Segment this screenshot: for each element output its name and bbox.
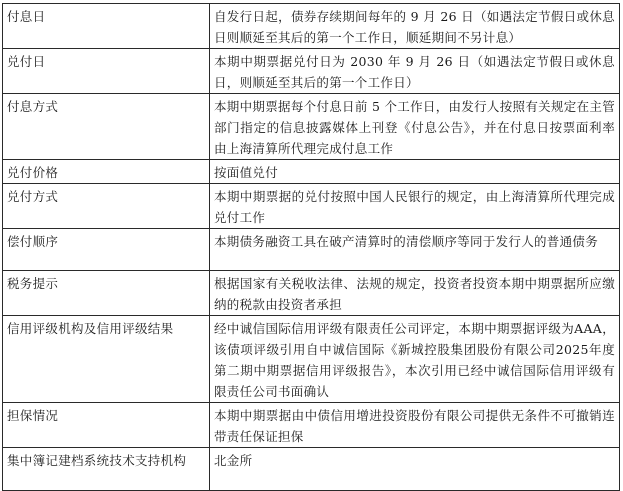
row-value: 本期中期票据的兑付按照中国人民银行的规定，由上海清算所代理完成兑付工作 bbox=[210, 184, 620, 229]
row-value: 根据国家有关税收法律、法规的规定，投资者投资本期中期票据所应缴纳的税款由投资者承担 bbox=[210, 271, 620, 316]
table-row bbox=[3, 403, 620, 448]
row-value: 自发行日起，债券存续期间每年的 9 月 26 日（如遇法定节假日或休息日则顺延至其后的第一个工作日，顺延期间不另计息） bbox=[210, 4, 620, 49]
row-label: 信用评级机构及信用评级结果 bbox=[3, 316, 210, 403]
table-row bbox=[3, 4, 620, 49]
row-value: 北金所 bbox=[210, 448, 620, 491]
row-value: 经中诚信国际信用评级有限责任公司评定，本期中期票据评级为AAA，该债项评级引用自中诚信国际《新城控股集团股份有限公司2025年度第二期中期票据信用评级报告》，本次引用已经中诚信国际信用评级有限责任公司书面确认 bbox=[210, 316, 620, 403]
table-row bbox=[3, 160, 620, 184]
row-label: 兑付价格 bbox=[3, 160, 210, 184]
table-row bbox=[3, 316, 620, 403]
row-label: 付息方式 bbox=[3, 94, 210, 160]
row-value: 本期中期票据兑付日为 2030 年 9 月 26 日（如遇法定节假日或休息日，则顺延至其后的第一个工作日） bbox=[210, 49, 620, 94]
bond-terms-table bbox=[2, 3, 620, 491]
table-row bbox=[3, 271, 620, 316]
table-row bbox=[3, 448, 620, 491]
row-value: 本期中期票据由中债信用增进投资股份有限公司提供无条件不可撤销连带责任保证担保 bbox=[210, 403, 620, 448]
table-row bbox=[3, 184, 620, 229]
row-label: 担保情况 bbox=[3, 403, 210, 448]
row-label: 兑付方式 bbox=[3, 184, 210, 229]
table-row bbox=[3, 229, 620, 271]
row-label: 付息日 bbox=[3, 4, 210, 49]
table-row bbox=[3, 94, 620, 160]
row-label: 集中簿记建档系统技术支持机构 bbox=[3, 448, 210, 491]
row-value: 按面值兑付 bbox=[210, 160, 620, 184]
row-label: 税务提示 bbox=[3, 271, 210, 316]
row-label: 偿付顺序 bbox=[3, 229, 210, 271]
row-value: 本期债务融资工具在破产清算时的清偿顺序等同于发行人的普通债务 bbox=[210, 229, 620, 271]
row-label: 兑付日 bbox=[3, 49, 210, 94]
table-row bbox=[3, 49, 620, 94]
row-value: 本期中期票据每个付息日前 5 个工作日，由发行人按照有关规定在主管部门指定的信息披露媒体上刊登《付息公告》，并在付息日按票面利率由上海清算所代理完成付息工作 bbox=[210, 94, 620, 160]
